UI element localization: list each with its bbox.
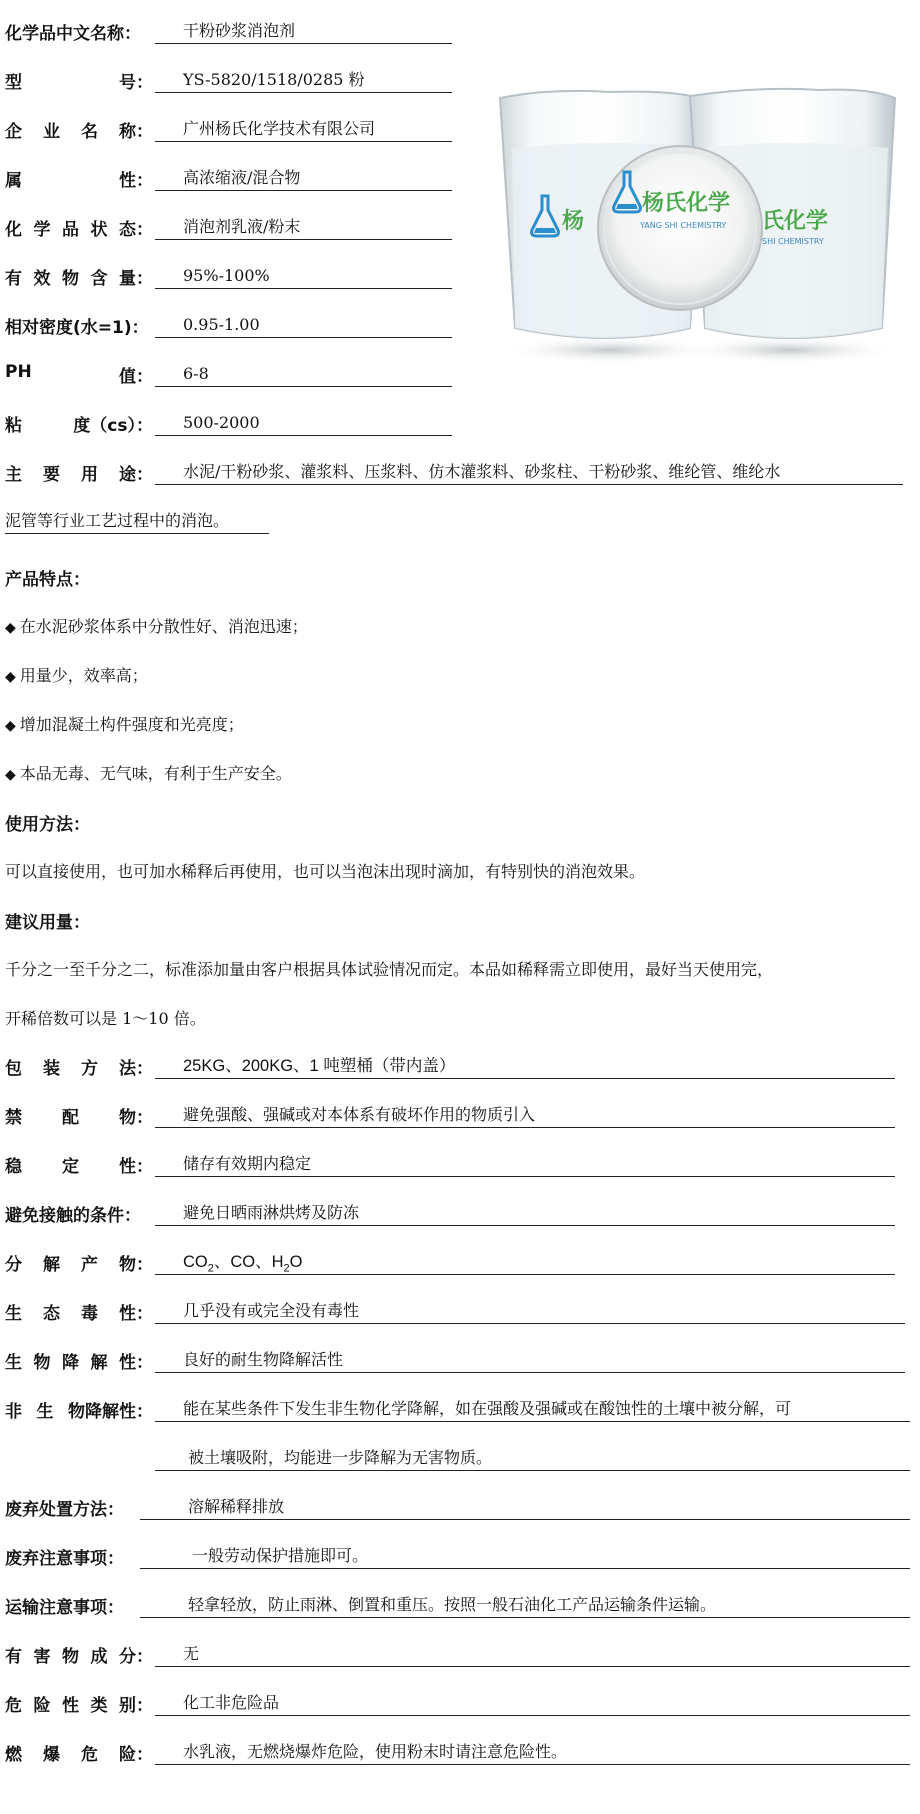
biodeg-value: 良好的耐生物降解活性: [155, 1349, 905, 1373]
feature-item-1: ◆ 在水泥砂浆体系中分散性好、消泡迅速；: [5, 617, 308, 636]
decomposition-value: $CO_2$、CO、$H_2O$: [155, 1251, 895, 1275]
packaging-label: 包 装 方 法：: [5, 1059, 153, 1079]
spec-state-value: 消泡剂乳液/粉末: [155, 216, 452, 240]
spec-name-label: 化学品中文名称：: [5, 24, 141, 44]
spec-name-value: 干粉砂浆消泡剂: [155, 20, 452, 44]
spec-viscosity-row: [5, 404, 452, 436]
svg-text:杨: 杨: [562, 209, 585, 234]
packaging-row: [5, 1047, 895, 1079]
dosage-text-line2: 开稀倍数可以是 1～10 倍。: [5, 1009, 206, 1028]
feature-item-4: ◆ 本品无毒、无气味，有利于生产安全。: [5, 764, 292, 783]
hazard-class-label: 危 险 性 类 别：: [5, 1696, 153, 1716]
packaging-value: 25KG、200KG、1 吨塑桶（带内盖）: [155, 1055, 895, 1079]
spec-ph-value: 6-8: [155, 363, 452, 387]
biodeg-row: [5, 1341, 905, 1373]
dosage-heading: 建议用量：: [5, 913, 90, 933]
spec-content-row: [5, 257, 452, 289]
abiodeg-row: [5, 1390, 910, 1422]
disposal-notes-value: 一般劳动保护措施即可。: [140, 1545, 910, 1569]
avoid-label: 避免接触的条件：: [5, 1206, 141, 1226]
spec-content-value: 95%-100%: [155, 265, 452, 289]
spec-state-label: 化 学 品 状 态：: [5, 220, 153, 240]
abiodeg-label: 非 生 物降解性：: [5, 1402, 153, 1422]
fire-row: [5, 1733, 910, 1765]
dosage-text-line1: 千分之一至千分之二，标准添加量由客户根据具体试验情况而定。本品如稀释需立即使用，最好当天使用完，: [5, 960, 774, 979]
fire-value: 水乳液，无燃烧爆炸危险，使用粉末时请注意危险性。: [155, 1741, 910, 1765]
hazardous-row: [5, 1635, 910, 1667]
fire-label: 燃 爆 危 险：: [5, 1745, 153, 1765]
diamond-bullet-icon: ◆: [5, 620, 16, 636]
spec-company-row: [5, 110, 452, 142]
spec-model-value: YS-5820/1518/0285 粉: [155, 69, 452, 93]
ecotox-row: [5, 1292, 905, 1324]
hazardous-label: 有 害 物 成 分：: [5, 1647, 153, 1667]
svg-text:氏化学: 氏化学: [762, 209, 829, 234]
feature-item-3: ◆ 增加混凝土构件强度和光亮度；: [5, 715, 244, 734]
spec-density-row: [5, 306, 452, 338]
disposal-label: 废弃处置方法：: [5, 1500, 124, 1520]
beakers-illustration: [490, 78, 910, 368]
product-photo: [490, 78, 910, 368]
disposal-row: [5, 1488, 910, 1520]
diamond-bullet-icon: ◆: [5, 669, 16, 685]
spec-density-value: 0.95-1.00: [155, 314, 452, 338]
transport-row: [5, 1586, 910, 1618]
spec-property-value: 高浓缩液/混合物: [155, 167, 452, 191]
decomposition-row: [5, 1243, 895, 1275]
forbidden-value: 避免强酸、强碱或对本体系有破坏作用的物质引入: [155, 1104, 895, 1128]
avoid-row: [5, 1194, 895, 1226]
hazard-class-row: [5, 1684, 910, 1716]
spec-company-label: 企 业 名 称：: [5, 122, 153, 142]
spec-usage-value: 水泥/干粉砂浆、灌浆料、压浆料、仿木灌浆料、砂浆柱、干粉砂浆、维纶管、维纶水: [155, 461, 903, 485]
ecotox-value: 几乎没有或完全没有毒性: [155, 1300, 905, 1324]
disposal-notes-row: [5, 1537, 910, 1569]
spec-viscosity-label: 粘 度（cs）：: [5, 416, 153, 436]
hazardous-value: 无: [155, 1643, 910, 1667]
spec-usage-label: 主 要 用 途：: [5, 465, 153, 485]
abiodeg-value-line2: 被土壤吸附，均能进一步降解为无害物质。: [155, 1447, 910, 1471]
transport-label: 运输注意事项：: [5, 1598, 124, 1618]
spec-property-row: [5, 159, 452, 191]
decomposition-label: 分 解 产 物：: [5, 1255, 153, 1275]
svg-text:SHI CHEMISTRY: SHI CHEMISTRY: [762, 237, 824, 246]
abiodeg-value: 能在某些条件下发生非生物化学降解，如在强酸及强碱或在酸蚀性的土壤中被分解，可: [155, 1398, 910, 1422]
spec-usage-row: [5, 453, 903, 485]
method-text: 可以直接使用，也可加水稀释后再使用，也可以当泡沫出现时滴加，有特别快的消泡效果。: [5, 862, 646, 881]
spec-viscosity-value: 500-2000: [155, 412, 452, 436]
ecotox-label: 生 态 毒 性：: [5, 1304, 153, 1324]
biodeg-label: 生 物 降 解 性：: [5, 1353, 153, 1373]
spec-name-row: [5, 12, 452, 44]
feature-item-2: ◆ 用量少，效率高；: [5, 666, 148, 685]
diamond-bullet-icon: ◆: [5, 718, 16, 734]
spec-density-label: 相对密度(水=1)：: [5, 318, 149, 338]
disposal-notes-label: 废弃注意事项：: [5, 1549, 124, 1569]
features-heading: 产品特点：: [5, 570, 90, 590]
hazard-class-value: 化工非危险品: [155, 1692, 910, 1716]
spec-company-value: 广州杨氏化学技术有限公司: [155, 118, 452, 142]
method-heading: 使用方法：: [5, 815, 90, 835]
transport-value: 轻拿轻放，防止雨淋、倒置和重压。按照一般石油化工产品运输条件运输。: [140, 1594, 910, 1618]
brand-name-en-center: YANG SHI CHEMISTRY: [640, 221, 727, 230]
diamond-bullet-icon: ◆: [5, 767, 16, 783]
spec-content-label: 有 效 物 含 量：: [5, 269, 153, 289]
stability-row: [5, 1145, 895, 1177]
spec-ph-row: [5, 355, 452, 387]
disposal-value: 溶解稀释排放: [140, 1496, 910, 1520]
stability-value: 储存有效期内稳定: [155, 1153, 895, 1177]
forbidden-label: 禁 配 物：: [5, 1108, 153, 1128]
spec-usage-value-line2: 泥管等行业工艺过程中的消泡。: [5, 510, 269, 534]
spec-ph-label: PH 值：: [5, 362, 153, 387]
spec-property-label: 属 性：: [5, 171, 153, 191]
avoid-value: 避免日晒雨淋烘烤及防冻: [155, 1202, 895, 1226]
spec-model-row: [5, 61, 452, 93]
brand-name-center: 杨氏化学: [642, 191, 731, 216]
spec-model-label: 型 号：: [5, 73, 153, 93]
forbidden-row: [5, 1096, 895, 1128]
stability-label: 稳 定 性：: [5, 1157, 153, 1177]
spec-state-row: [5, 208, 452, 240]
